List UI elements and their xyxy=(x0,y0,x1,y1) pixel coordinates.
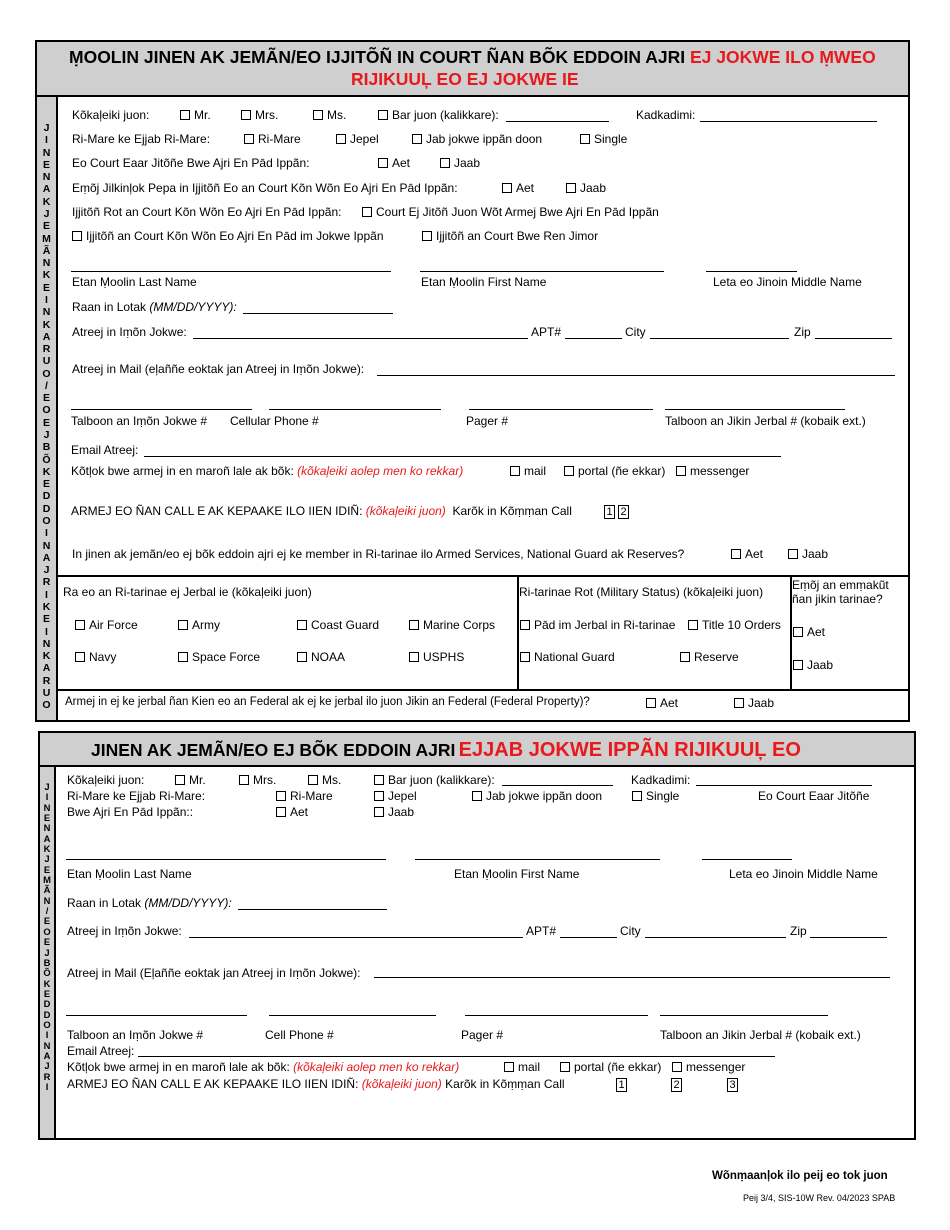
checkbox-icon xyxy=(422,231,432,241)
s2-court-yes[interactable]: Aet xyxy=(276,805,308,819)
s1-status-label: Ri-tarinae Rot (Military Status) (kõkaļeiki juon) xyxy=(519,585,764,599)
s2-contact-portal[interactable]: portal (ñe ekkar) xyxy=(560,1060,661,1074)
s1-home-phone-label: Talboon an Iṃõn Jokwe # xyxy=(71,414,208,428)
call-order-2[interactable]: 2 xyxy=(618,505,629,519)
s1-prefix-mrs[interactable]: Mrs. xyxy=(241,108,278,122)
s1-order-joint[interactable]: Ijjitõñ an Court Bwe Ren Jimor xyxy=(422,229,598,243)
s1-cell-phone-input[interactable] xyxy=(269,409,441,410)
section1-title-line2: RIJIKUUĻ EO EJ JOKWE IE xyxy=(351,69,579,89)
checkbox-icon xyxy=(180,110,190,120)
s1-suffix-input[interactable] xyxy=(700,121,877,122)
s1-deploy-yes[interactable]: Aet xyxy=(793,625,825,639)
s1-city-label: City xyxy=(625,325,646,339)
s1-marital-single[interactable]: Single xyxy=(580,132,627,146)
s2-home-phone-input[interactable] xyxy=(66,1015,247,1016)
s2-apt-input[interactable] xyxy=(560,937,617,938)
checkbox-icon xyxy=(72,231,82,241)
checkbox-icon xyxy=(239,775,249,785)
s1-branch-airforce[interactable]: Air Force xyxy=(75,618,138,632)
s1-prefix-other[interactable]: Bar juon (kalikkare): xyxy=(378,108,499,122)
s2-prefix-ms[interactable]: Ms. xyxy=(308,773,341,787)
s1-branch-spaceforce[interactable]: Space Force xyxy=(178,650,260,664)
checkbox-icon xyxy=(672,1062,682,1072)
s1-prefix-ms[interactable]: Ms. xyxy=(313,108,346,122)
s2-first-name-input[interactable] xyxy=(415,859,660,860)
checkbox-icon xyxy=(793,627,803,637)
s2-address-input[interactable] xyxy=(189,937,523,938)
checkbox-icon xyxy=(175,775,185,785)
s1-order-sole[interactable]: Court Ej Jitõñ Juon Wõt Armej Bwe Ajri En Pād Ippãn xyxy=(362,205,659,219)
checkbox-icon xyxy=(580,134,590,144)
s2-court-label-2: Bwe Ajri En Pād Ippãn:: xyxy=(67,805,194,819)
s2-work-phone-input[interactable] xyxy=(660,1015,828,1016)
s1-deploy-label: Eṃõj an emṃakũt ñan jikin tarinae? xyxy=(792,578,889,606)
checkbox-icon xyxy=(276,807,286,817)
s2-city-label: City xyxy=(620,924,641,938)
checkbox-icon xyxy=(560,1062,570,1072)
s2-suffix-label: Kadkadimi: xyxy=(631,773,691,787)
s1-mail-label: Atreej in Mail (eļaññe eoktak jan Atreej in Iṃõn Jokwe): xyxy=(72,362,365,376)
s2-apt-label: APT# xyxy=(526,924,557,938)
checkbox-icon xyxy=(409,620,419,630)
checkbox-icon xyxy=(374,775,384,785)
checkbox-icon xyxy=(374,791,384,801)
s1-paper-question: Eṃõj Jilkinļok Pepa in Ijjitõñ Eo an Court Kõn Wõn Eo Ajri En Pād Ippãn: xyxy=(72,181,458,195)
s1-federal-no[interactable]: Jaab xyxy=(734,696,774,710)
s2-cell-phone-input[interactable] xyxy=(269,1015,436,1016)
s1-federal-yes[interactable]: Aet xyxy=(646,696,678,710)
section2-title: JINEN AK JEMÃN/EO EJ BÕK EDDOIN AJRI EJJAB JOKWE IPPÃN RIJIKUUĻ EO xyxy=(91,739,801,761)
s1-branch-navy[interactable]: Navy xyxy=(75,650,116,664)
s1-court-yes[interactable]: Aet xyxy=(378,156,410,170)
checkbox-icon xyxy=(566,183,576,193)
checkbox-icon xyxy=(412,134,422,144)
checkbox-icon xyxy=(564,466,574,476)
checkbox-icon xyxy=(362,207,372,217)
checkbox-icon xyxy=(378,110,388,120)
s1-marital-divorced[interactable]: Jepel xyxy=(336,132,379,146)
s1-prefix-mr[interactable]: Mr. xyxy=(180,108,211,122)
s1-order-physical[interactable]: Ijjitõñ an Court Kõn Wõn Eo Ajri En Pād im Jokwe Ippãn xyxy=(72,229,384,243)
s1-military-question: In jinen ak jemãn/eo ej bõk eddoin ajri ej ke member in Ri-tarinae ilo Armed Services, National Guard ak Reserves? xyxy=(72,547,685,561)
section1-side-text: J I N E N A K J E M Ã N K E I N K A R U O / E O E J B Õ K E D D O I N A J R I K E I N K A R U O xyxy=(42,122,51,712)
s1-apt-label: APT# xyxy=(531,325,562,339)
s1-paper-yes[interactable]: Aet xyxy=(502,181,534,195)
s1-marital-separated[interactable]: Jab jokwe ippãn doon xyxy=(412,132,542,146)
s1-email-input[interactable] xyxy=(144,456,781,457)
s2-last-name-label: Etan Ṃoolin Last Name xyxy=(67,867,192,881)
s2-marital-single[interactable]: Single xyxy=(632,789,679,803)
checkbox-icon xyxy=(688,620,698,630)
s1-first-name-input[interactable] xyxy=(420,271,664,272)
footer-page-info: Peij 3/4, SIS-10W Rev. 04/2023 SPAB xyxy=(743,1193,896,1203)
s1-contact-mail[interactable]: mail xyxy=(510,464,546,478)
s2-marital-separated[interactable]: Jab jokwe ippãn doon xyxy=(472,789,602,803)
s2-email-input[interactable] xyxy=(138,1056,775,1057)
s1-branch-label: Ra eo an Ri-tarinae ej Jerbal ie (kõkaļeiki juon) xyxy=(63,585,312,599)
s1-order-label: Ijjitõñ Rot an Court Kõn Wõn Eo Ajri En Pād Ippãn: xyxy=(72,205,342,219)
s1-branch-army[interactable]: Army xyxy=(178,618,220,632)
s1-branch-noaa[interactable]: NOAA xyxy=(297,650,345,664)
checkbox-icon xyxy=(378,158,388,168)
s1-cell-phone-label: Cellular Phone # xyxy=(230,414,319,428)
s1-branch-usphs[interactable]: USPHS xyxy=(409,650,464,664)
checkbox-icon xyxy=(520,652,530,662)
s1-pager-input[interactable] xyxy=(469,409,653,410)
section1-side-label xyxy=(37,97,58,720)
s2-contact-mail[interactable]: mail xyxy=(504,1060,540,1074)
s2-work-phone-label: Talboon an Jikin Jerbal # (kobaik ext.) xyxy=(660,1028,861,1042)
s1-zip-label: Zip xyxy=(794,325,811,339)
s2-prefix-other-input[interactable] xyxy=(502,785,613,786)
checkbox-icon xyxy=(646,698,656,708)
s1-contact-messenger[interactable]: messenger xyxy=(676,464,749,478)
s2-mail-label: Atreej in Mail (Eļaññe eoktak jan Atreej in Iṃõn Jokwe): xyxy=(67,966,361,980)
s1-dob-input[interactable] xyxy=(243,313,393,314)
s2-prefix-mrs[interactable]: Mrs. xyxy=(239,773,276,787)
checkbox-icon xyxy=(308,775,318,785)
s2-cell-phone-label: Cell Phone # xyxy=(265,1028,334,1042)
s1-middle-name-label: Leta eo Jinoin Middle Name xyxy=(713,275,862,289)
s2-pager-label: Pager # xyxy=(461,1028,504,1042)
s2-prefix-mr[interactable]: Mr. xyxy=(175,773,206,787)
s1-status-title10[interactable]: Title 10 Orders xyxy=(688,618,781,632)
s2-prefix-label: Kõkaļeiki juon: xyxy=(67,773,145,787)
s2-call-option-3[interactable]: 3 xyxy=(727,1077,741,1092)
s2-suffix-input[interactable] xyxy=(696,785,872,786)
checkbox-icon xyxy=(680,652,690,662)
s1-paper-no[interactable]: Jaab xyxy=(566,181,606,195)
s1-mail-input[interactable] xyxy=(377,375,895,376)
s1-apt-input[interactable] xyxy=(565,338,622,339)
s1-address-input[interactable] xyxy=(193,338,528,339)
checkbox-icon xyxy=(793,660,803,670)
s1-military-table-bottom xyxy=(58,689,908,691)
checkbox-icon xyxy=(731,549,741,559)
checkbox-icon xyxy=(502,183,512,193)
checkbox-icon xyxy=(504,1062,514,1072)
s1-home-phone-input[interactable] xyxy=(71,409,252,410)
checkbox-icon xyxy=(440,158,450,168)
checkbox-icon xyxy=(178,620,188,630)
s2-email-label: Email Atreej: xyxy=(67,1044,135,1058)
s2-call-label: ARMEJ EO ÑAN CALL E AK KEPAAKE ILO IIEN IDIÑ: (kõkaļeiki juon) Karõk in Kõṃṃan Call xyxy=(67,1077,565,1091)
checkbox-icon xyxy=(297,652,307,662)
s2-call-option-1[interactable]: 1 xyxy=(616,1077,630,1092)
checkbox-icon xyxy=(676,466,686,476)
s2-call-option-2[interactable]: 2 xyxy=(671,1077,685,1092)
s2-home-phone-label: Talboon an Iṃõn Jokwe # xyxy=(67,1028,204,1042)
s2-marital-divorced[interactable]: Jepel xyxy=(374,789,417,803)
s1-court-question: Eo Court Eaar Jitõñe Bwe Ajri En Pād Ippãn: xyxy=(72,156,310,170)
checkbox-icon xyxy=(472,791,482,801)
s1-work-phone-input[interactable] xyxy=(665,409,845,410)
s1-city-input[interactable] xyxy=(650,338,789,339)
section2-side-text: J I N E N A K J E M Ã N / E O E J B Õ K E D D O I N A J R I xyxy=(43,781,51,1092)
s1-contact-label: Kõtļok bwe armej in en maroñ lale ak bõk: (kõkaļeiki aolep men ko rekkar) xyxy=(71,464,464,478)
s1-dob-label: Raan in Lotak (MM/DD/YYYY): xyxy=(72,300,237,314)
call-order-1[interactable]: 1 xyxy=(604,505,615,519)
s1-pager-label: Pager # xyxy=(466,414,509,428)
checkbox-icon xyxy=(788,549,798,559)
checkbox-icon xyxy=(75,620,85,630)
checkbox-icon xyxy=(297,620,307,630)
checkbox-icon xyxy=(244,134,254,144)
s1-prefix-label: Kõkaļeiki juon: xyxy=(72,108,150,122)
checkbox-icon xyxy=(734,698,744,708)
s2-prefix-other[interactable]: Bar juon (kalikkare): xyxy=(374,773,495,787)
checkbox-icon xyxy=(374,807,384,817)
s1-branch-coastguard[interactable]: Coast Guard xyxy=(297,618,379,632)
s1-status-active[interactable]: Pād im Jerbal in Ri-tarinae xyxy=(520,618,675,632)
checkbox-icon xyxy=(409,652,419,662)
s1-contact-portal[interactable]: portal (ñe ekkar) xyxy=(564,464,665,478)
s1-email-label: Email Atreej: xyxy=(71,443,139,457)
s1-court-no[interactable]: Jaab xyxy=(440,156,480,170)
s1-last-name-label: Etan Ṃoolin Last Name xyxy=(72,275,197,289)
s1-branch-marines[interactable]: Marine Corps xyxy=(409,618,495,632)
s1-marital-label: Ri-Mare ke Ejjab Ri-Mare: xyxy=(72,132,211,146)
s1-status-guard[interactable]: National Guard xyxy=(520,650,615,664)
s2-court-no[interactable]: Jaab xyxy=(374,805,414,819)
checkbox-icon xyxy=(178,652,188,662)
s2-address-label: Atreej in Iṃõn Jokwe: xyxy=(67,924,182,938)
s2-marital-married[interactable]: Ri-Mare xyxy=(276,789,333,803)
s1-military-yes[interactable]: Aet xyxy=(731,547,763,561)
section1-title: ṂOOLIN JINEN AK JEMÃN/EO IJJITÕÑ IN COURT ÑAN BÕK EDDOIN AJRI EJ JOKWE ILO ṂWEO xyxy=(69,47,876,67)
s1-military-no[interactable]: Jaab xyxy=(788,547,828,561)
footer-continue: Wõnṃaanļok ilo peij eo tok juon xyxy=(712,1170,888,1182)
s1-marital-married[interactable]: Ri-Mare xyxy=(244,132,301,146)
s1-federal-question: Armej in ej ke jerbal ñan Kien eo an Federal ak ej ke jerbal ilo juon Jikin an Federal (Federal Property)? xyxy=(65,696,590,708)
s1-address-label: Atreej in Iṃõn Jokwe: xyxy=(72,325,187,339)
s1-call-options xyxy=(604,504,632,519)
checkbox-icon xyxy=(520,620,530,630)
s1-deploy-no[interactable]: Jaab xyxy=(793,658,833,672)
s2-zip-input[interactable] xyxy=(810,937,887,938)
s1-middle-name-input[interactable] xyxy=(706,271,797,272)
s2-first-name-label: Etan Ṃoolin First Name xyxy=(454,867,580,881)
s2-zip-label: Zip xyxy=(790,924,807,938)
s1-call-label: ARMEJ EO ÑAN CALL E AK KEPAAKE ILO IIEN IDIÑ: (kõkaļeiki juon) Karõk in Kõṃṃan Call xyxy=(71,504,572,518)
s2-court-label-1: Eo Court Eaar Jitõñe xyxy=(758,789,870,803)
s2-dob-input[interactable] xyxy=(238,909,387,910)
s2-contact-label: Kõtļok bwe armej in en maroñ lale ak bõk: (kõkaļeiki aolep men ko rekkar) xyxy=(67,1060,460,1074)
s2-mail-input[interactable] xyxy=(374,977,890,978)
s2-last-name-input[interactable] xyxy=(66,859,386,860)
s2-middle-name-input[interactable] xyxy=(702,859,792,860)
s1-last-name-input[interactable] xyxy=(71,271,391,272)
s1-suffix-label: Kadkadimi: xyxy=(636,108,696,122)
s1-work-phone-label: Talboon an Jikin Jerbal # (kobaik ext.) xyxy=(665,414,866,428)
s1-military-table-top xyxy=(58,575,908,577)
checkbox-icon xyxy=(75,652,85,662)
checkbox-icon xyxy=(241,110,251,120)
s2-dob-label: Raan in Lotak (MM/DD/YYYY): xyxy=(67,896,232,910)
s2-contact-messenger[interactable]: messenger xyxy=(672,1060,745,1074)
checkbox-icon xyxy=(336,134,346,144)
checkbox-icon xyxy=(632,791,642,801)
checkbox-icon xyxy=(276,791,286,801)
s1-prefix-other-input[interactable] xyxy=(506,121,609,122)
checkbox-icon xyxy=(510,466,520,476)
s1-zip-input[interactable] xyxy=(815,338,892,339)
s2-marital-label: Ri-Mare ke Ejjab Ri-Mare: xyxy=(67,789,206,803)
s2-middle-name-label: Leta eo Jinoin Middle Name xyxy=(729,867,878,881)
checkbox-icon xyxy=(313,110,323,120)
s2-pager-input[interactable] xyxy=(465,1015,648,1016)
s2-city-input[interactable] xyxy=(645,937,786,938)
section2-side-label xyxy=(40,767,56,1138)
s1-status-reserve[interactable]: Reserve xyxy=(680,650,739,664)
s1-first-name-label: Etan Ṃoolin First Name xyxy=(421,275,547,289)
